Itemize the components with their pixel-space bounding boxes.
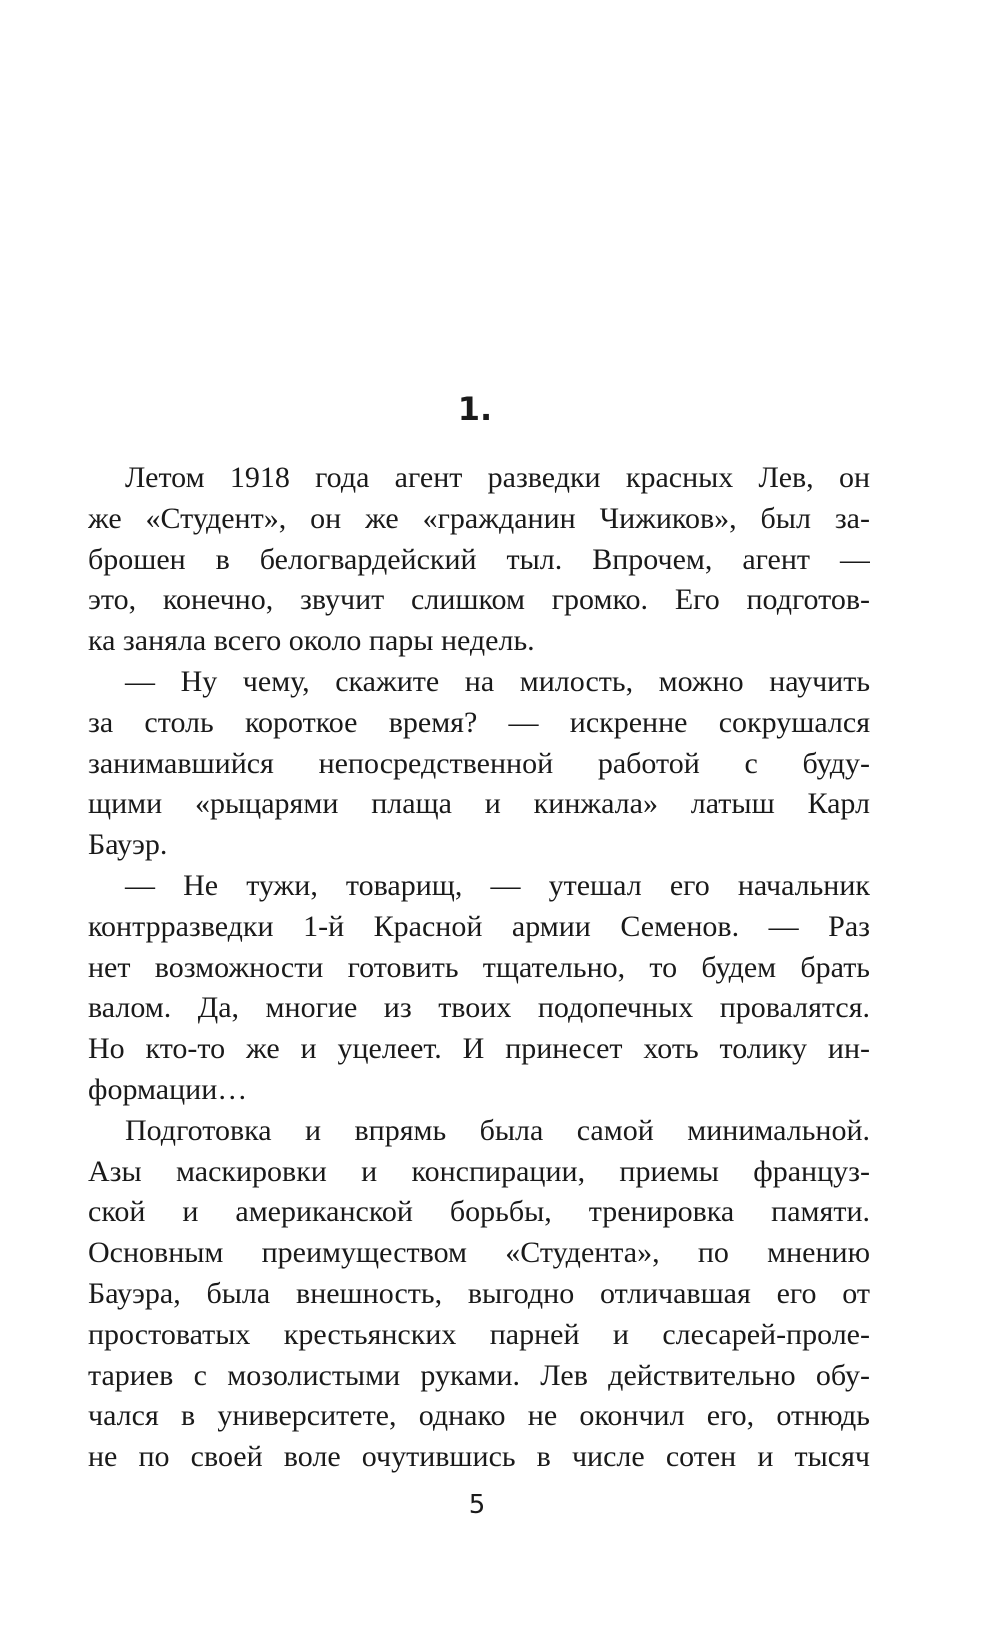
text-line: нет возможности готовить тщательно, то будем брать: [88, 950, 870, 984]
text-line: простоватых крестьянских парней и слесарей-проле-: [88, 1317, 870, 1351]
text-line: же «Студент», он же «гражданин Чижиков», был за-: [88, 501, 870, 535]
text-line: Основным преимуществом «Студента», по мнению: [88, 1236, 870, 1270]
text-line: за столь короткое время? — искренне сокрушался: [88, 705, 870, 739]
chapter-heading: 1.: [457, 390, 493, 428]
text-line: щими «рыцарями плаща и кинжала» латыш Карл: [88, 787, 870, 821]
text-line: контрразведки 1-й Красной армии Семенов. — Раз: [88, 909, 870, 943]
text-line: Бауэр.: [88, 828, 168, 862]
text-line: чался в университете, однако не окончил его, отнюдь: [88, 1399, 870, 1433]
text-line: — Не тужи, товарищ, — утешал его начальник: [125, 868, 870, 902]
paragraph: [88, 866, 870, 1111]
text-line: ка заняла всего около пары недель.: [88, 624, 535, 658]
text-line: тариев с мозолистыми руками. Лев действительно обу-: [88, 1358, 870, 1392]
text-line: это, конечно, звучит слишком громко. Его подготов-: [88, 583, 870, 617]
text-line: Бауэра, была внешность, выгодно отличавшая его от: [88, 1276, 870, 1310]
text-line: ской и американской борьбы, тренировка памяти.: [88, 1195, 870, 1229]
text-line: Летом 1918 года агент разведки красных Лев, он: [125, 461, 870, 494]
text-line: — Ну чему, скажите на милость, можно научить: [125, 664, 870, 698]
text-line: брошен в белогвардейский тыл. Впрочем, агент —: [88, 542, 870, 576]
text-line: Подготовка и впрямь была самой минимальной.: [125, 1113, 870, 1147]
text-line: формации…: [88, 1072, 248, 1106]
paragraph: [88, 458, 870, 662]
paragraph: [88, 662, 870, 866]
paragraph: [88, 1111, 870, 1478]
body-text: [88, 458, 870, 1478]
text-line: занимавшийся непосредственной работой с буду-: [88, 746, 870, 780]
page-number: 5: [468, 1490, 486, 1520]
text-line: не по своей воле очутившись в числе сотен и тысяч: [88, 1440, 870, 1474]
text-line: Азы маскировки и конспирации, приемы француз-: [88, 1154, 870, 1188]
text-line: Но кто-то же и уцелеет. И принесет хоть толику ин-: [88, 1032, 870, 1066]
text-line: валом. Да, многие из твоих подопечных провалятся.: [88, 991, 870, 1025]
